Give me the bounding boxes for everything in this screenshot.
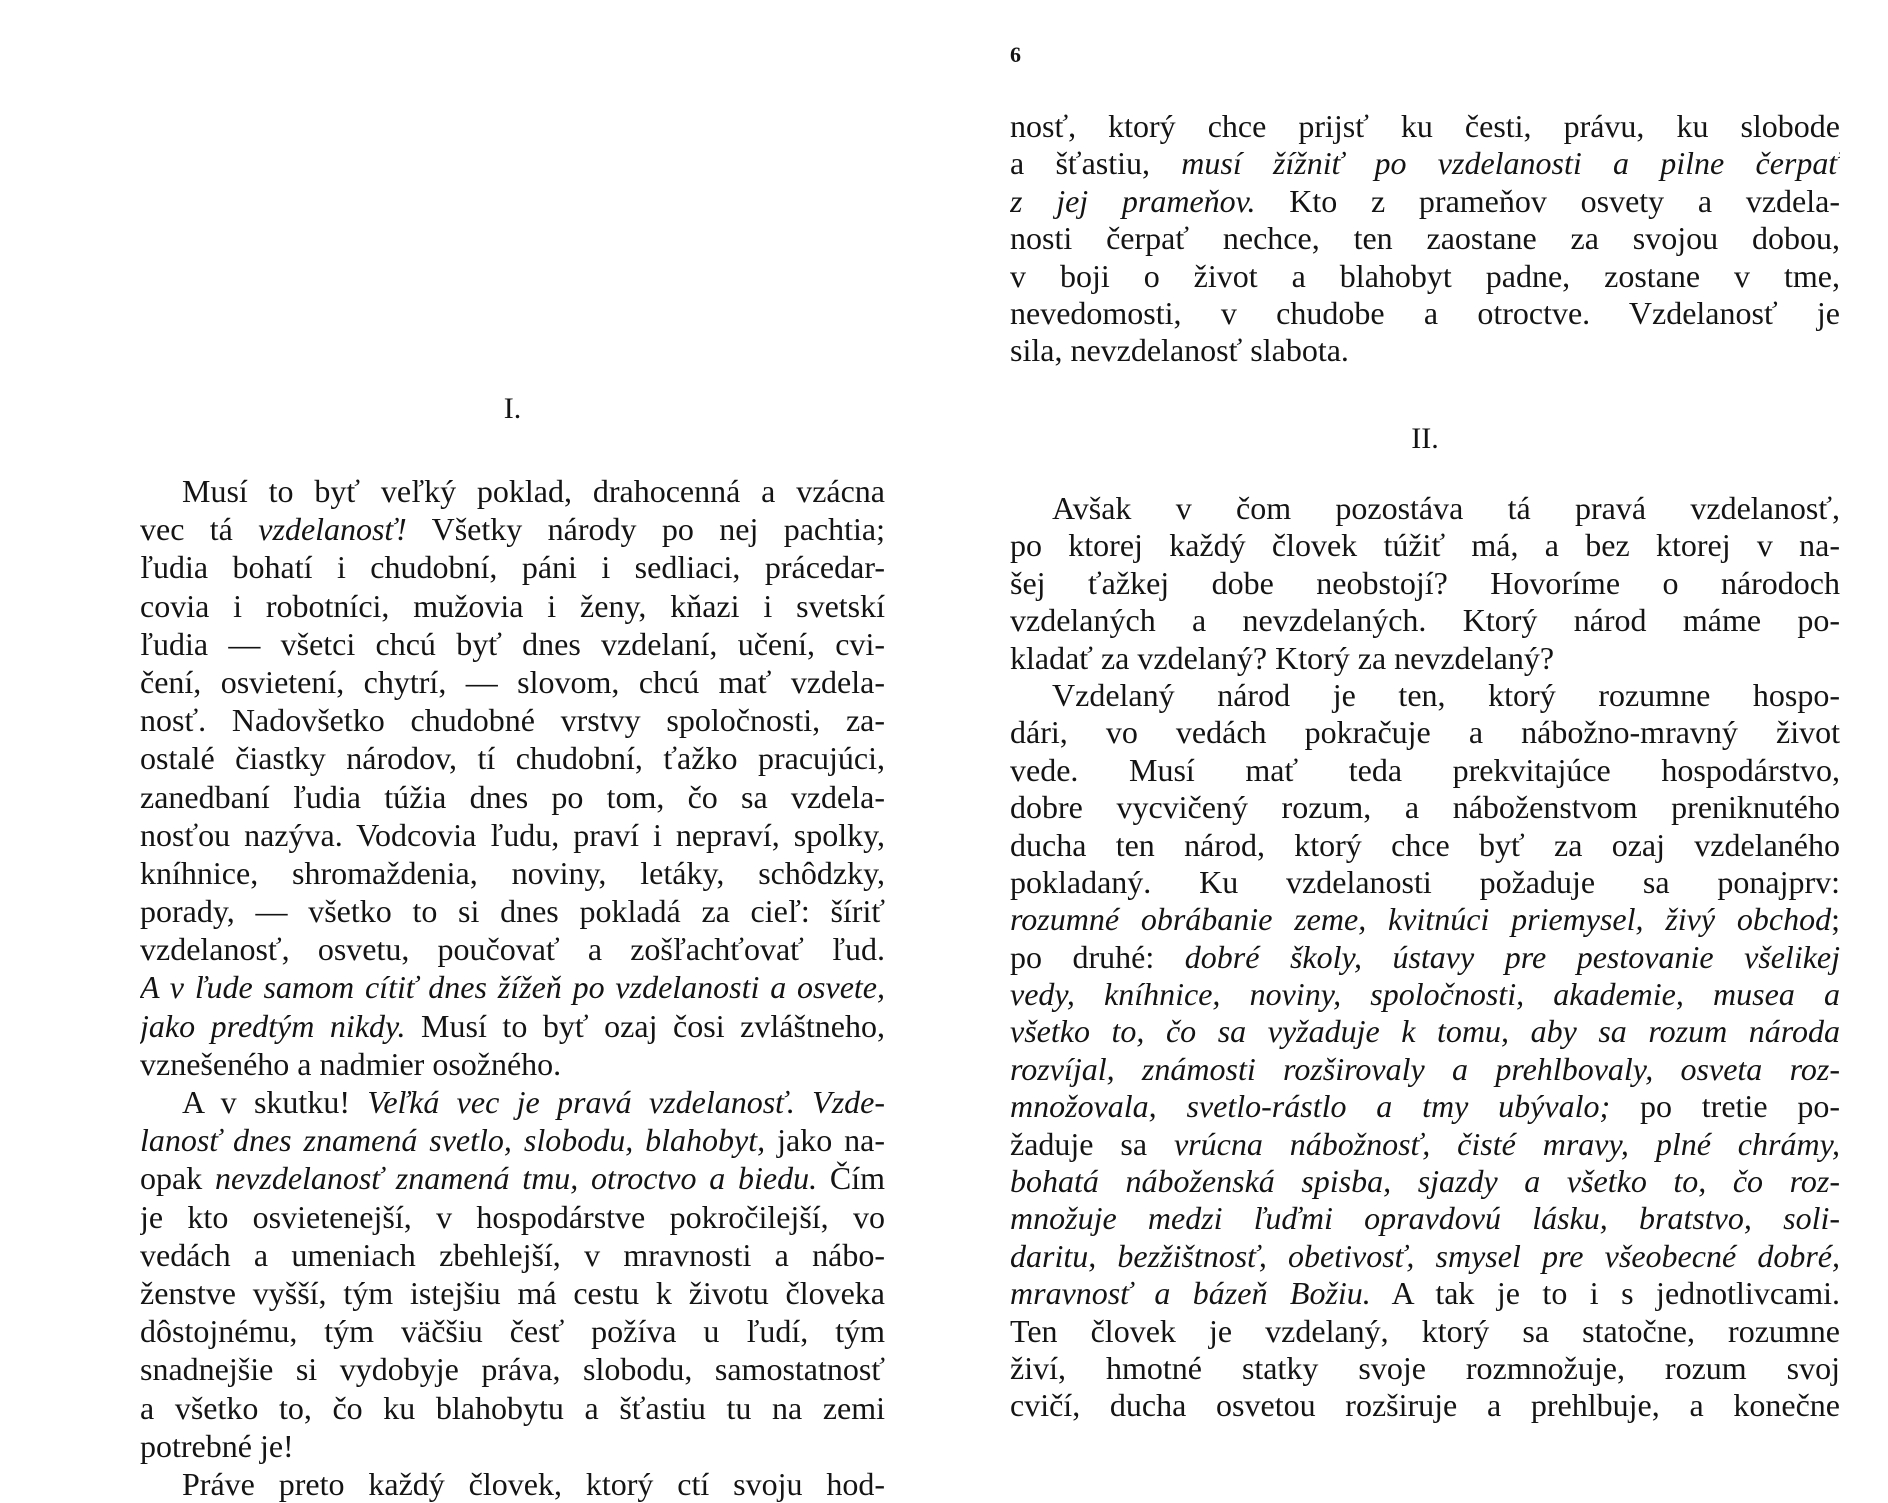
text-line — [140, 816, 885, 854]
text-line — [140, 778, 885, 816]
text-run: Musí to byť ozaj čosi zvláštneho, — [405, 1007, 885, 1044]
italic-text: musí žížniť po vzdelanosti a pilne čerpať — [1181, 145, 1840, 182]
text-run: Práve preto každý človek, ktorý ctí svoju hod- — [182, 1465, 885, 1502]
italic-text: vrúcna nábožnosť, čisté mravy, plné chrámy, — [1173, 1125, 1840, 1162]
text-line — [1010, 108, 1840, 145]
italic-text: množuje medzi ľuďmi opravdovú lásku, bratstvo, soli- — [1010, 1200, 1840, 1237]
chapter-heading-i: I. — [503, 392, 522, 425]
italic-text: množovala, svetlo-rástlo a tmy ubývalo; — [1010, 1088, 1611, 1125]
text-run: vec tá — [140, 511, 259, 548]
text-run: jako na- — [765, 1122, 885, 1159]
text-run: ľudia — všetci chcú byť dnes vzdelaní, učení, cvi- — [140, 625, 885, 662]
text-line — [1010, 1238, 1840, 1275]
text-line — [1010, 565, 1840, 602]
italic-text: vzdelanosť! — [258, 511, 407, 548]
text-run: po druhé: — [1010, 938, 1185, 975]
italic-text: rozvíjal, známosti rozširovaly a prehlbovaly, osveta roz- — [1010, 1050, 1840, 1087]
italic-text: A v ľude samom cítiť dnes žížeň po vzdelanosti a osvete, — [140, 969, 885, 1006]
text-line — [140, 472, 885, 510]
text-run: nosť. Nadovšetko chudobné vrstvy spoločnosti, za- — [140, 702, 885, 739]
text-run: žaduje sa — [1010, 1125, 1174, 1162]
text-run: nosťou nazýva. Vodcovia ľudu, praví i nepraví, spolky, — [140, 816, 885, 853]
text-line — [140, 663, 885, 701]
text-line — [1010, 332, 1840, 369]
italic-text: mravnosť a bázeň Božiu. — [1010, 1275, 1371, 1312]
text-run: a šťastiu, — [1010, 145, 1182, 182]
text-run: po tretie po- — [1610, 1088, 1840, 1125]
text-line — [1010, 527, 1840, 564]
text-line — [1010, 901, 1840, 938]
text-line — [1010, 220, 1840, 257]
text-line — [1010, 939, 1840, 976]
text-line — [140, 701, 885, 739]
text-line — [140, 739, 885, 777]
text-line — [140, 1427, 885, 1465]
text-line — [140, 1389, 885, 1427]
text-run: nosti čerpať nechce, ten zaostane za svojou dobou, — [1010, 220, 1840, 257]
text-line — [1010, 145, 1840, 182]
italic-text: dobré školy, ústavy pre pestovanie všelikej — [1184, 938, 1840, 975]
text-run: vznešeného a nadmier osožného. — [140, 1045, 562, 1082]
text-line — [140, 1159, 885, 1197]
text-run: Vzdelaný národ je ten, ktorý rozumne hospo- — [1052, 676, 1840, 713]
italic-text: z jej prameňov. — [1010, 182, 1256, 219]
text-line — [140, 930, 885, 968]
text-run: snadnejšie si vydobyje práva, slobodu, samostatnosť — [140, 1351, 885, 1388]
italic-text: lanosť dnes znamená svetlo, slobodu, blahobyt, — [140, 1122, 766, 1159]
text-run: porady, — všetko to si dnes pokladá za cieľ: šíriť — [140, 893, 885, 930]
text-line — [1010, 714, 1840, 751]
text-line — [1010, 1013, 1840, 1050]
text-line — [140, 510, 885, 548]
text-line — [1010, 490, 1840, 527]
text-line — [1010, 752, 1840, 789]
text-run: dobre vycvičený rozum, a náboženstvom preniknutého — [1010, 789, 1840, 826]
text-line — [140, 548, 885, 586]
text-run: dári, vo vedách pokračuje a nábožno-mravný život — [1010, 714, 1840, 751]
text-line — [140, 1465, 885, 1503]
text-line — [1010, 1088, 1840, 1125]
italic-text: nevzdelanosť znamená tmu, otroctvo a biedu. — [214, 1160, 818, 1197]
text-run: ; — [1831, 901, 1840, 938]
text-run: a všetko to, čo ku blahobytu a šťastiu tu na zemi — [140, 1389, 885, 1426]
text-run: A v skutku! — [182, 1084, 368, 1120]
text-run: Kto z prameňov osvety a vzdela- — [1255, 182, 1840, 219]
italic-text: jako predtým nikdy. — [140, 1007, 406, 1044]
text-run: po ktorej každý človek túžiť má, a bez ktorej v na- — [1010, 527, 1840, 564]
text-line — [140, 1121, 885, 1159]
text-line — [140, 625, 885, 663]
right-page-body-top — [1010, 108, 1840, 370]
right-page-body-bottom — [1010, 490, 1840, 1425]
text-line — [1010, 827, 1840, 864]
text-run: Všetky národy po nej pachtia; — [406, 511, 885, 548]
text-line — [140, 892, 885, 930]
page-number: 6 — [1010, 42, 1021, 67]
text-run: kladať za vzdelaný? Ktorý za nevzdelaný? — [1010, 639, 1555, 676]
text-run: šej ťažkej dobe neobstojí? Hovoríme o národoch — [1010, 564, 1840, 601]
italic-text: vedy, kníhnice, noviny, spoločnosti, akademie, musea a — [1010, 976, 1840, 1013]
italic-text: rozumné obrábanie zeme, kvitnúci priemysel, živý obchod — [1010, 901, 1832, 938]
text-line — [140, 1083, 885, 1121]
text-line — [1010, 1126, 1840, 1163]
text-run: v boji o život a blahobyt padne, zostane v tme, — [1010, 257, 1840, 294]
italic-text: Veľká vec je pravá vzdelanosť. Vzde- — [367, 1084, 885, 1120]
text-line — [1010, 1387, 1840, 1424]
text-line — [1010, 1051, 1840, 1088]
text-run: kníhnice, shromaždenia, noviny, letáky, schôdzky, — [140, 854, 885, 891]
text-run: pokladaný. Ku vzdelanosti požaduje sa ponajprv: — [1010, 863, 1840, 900]
text-run: nosť, ktorý chce prijsť ku česti, právu, ku slobode — [1010, 108, 1840, 144]
text-line — [140, 854, 885, 892]
text-line — [140, 587, 885, 625]
text-run: A tak je to i s jednotlivcami. — [1370, 1275, 1840, 1312]
text-line — [140, 1274, 885, 1312]
text-run: vzdelaných a nevzdelaných. Ktorý národ máme po- — [1010, 602, 1840, 639]
text-run: ľudia bohatí i chudobní, páni i sedliaci, prácedar- — [140, 549, 885, 586]
text-run: Musí to byť veľký poklad, drahocenná a vzácna — [182, 473, 885, 509]
text-line — [1010, 976, 1840, 1013]
text-line — [1010, 640, 1840, 677]
text-line — [140, 1198, 885, 1236]
text-line — [1010, 1350, 1840, 1387]
text-line — [1010, 295, 1840, 332]
text-run: dôstojnému, tým väčšiu česť požíva u ľudí, tým — [140, 1313, 885, 1350]
text-line — [1010, 1163, 1840, 1200]
chapter-heading-ii: II. — [1411, 422, 1439, 455]
text-line — [140, 1312, 885, 1350]
text-line — [1010, 602, 1840, 639]
text-line — [1010, 789, 1840, 826]
text-run: Čím — [817, 1160, 885, 1197]
left-page-body — [140, 472, 885, 1503]
text-line — [1010, 183, 1840, 220]
text-run: Ten človek je vzdelaný, ktorý sa statočne, rozumne — [1010, 1312, 1840, 1349]
text-line — [1010, 1313, 1840, 1350]
text-run: vedách a umeniach zbehlejší, v mravnosti a nábo- — [140, 1236, 885, 1273]
text-run: ostalé čiastky národov, tí chudobní, ťažko pracujúci, — [140, 740, 885, 777]
right-page — [1010, 0, 1840, 1500]
text-run: čení, osvietení, chytrí, — slovom, chcú mať vzdela- — [140, 663, 885, 700]
text-line — [140, 1007, 885, 1045]
text-run: Avšak v čom pozostáva tá pravá vzdelanosť, — [1052, 490, 1840, 526]
text-run: ducha ten národ, ktorý chce byť za ozaj vzdelaného — [1010, 826, 1840, 863]
text-run: opak — [140, 1160, 215, 1197]
text-line — [140, 1350, 885, 1388]
text-run: potrebné je! — [140, 1427, 294, 1464]
text-run: covia i robotníci, mužovia i ženy, kňazi i svetskí — [140, 587, 885, 624]
text-run: cvičí, ducha osvetou rozširuje a prehlbuje, a konečne — [1010, 1387, 1840, 1424]
text-line — [140, 968, 885, 1006]
text-line — [1010, 864, 1840, 901]
text-run: vede. Musí mať teda prekvitajúce hospodárstvo, — [1010, 751, 1840, 788]
text-run: zanedbaní ľudia túžia dnes po tom, čo sa vzdela- — [140, 778, 885, 815]
text-run: nevedomosti, v chudobe a otroctve. Vzdelanosť je — [1010, 294, 1840, 331]
italic-text: bohatá náboženská spisba, sjazdy a všetko to, čo roz- — [1010, 1163, 1840, 1200]
text-line — [140, 1236, 885, 1274]
text-line — [1010, 677, 1840, 714]
left-page — [140, 0, 885, 1500]
text-line — [1010, 1200, 1840, 1237]
italic-text: daritu, bezžištnosť, obetivosť, smysel pre všeobecné dobré, — [1010, 1237, 1840, 1274]
text-run: vzdelanosť, osvetu, poučovať a zošľachťovať ľud. — [140, 931, 885, 968]
text-line — [140, 1045, 885, 1083]
text-run: ženstve vyšší, tým istejšiu má cestu k životu človeka — [140, 1274, 885, 1311]
text-run: sila, nevzdelanosť slabota. — [1010, 332, 1349, 369]
italic-text: všetko to, čo sa vyžaduje k tomu, aby sa rozum národa — [1010, 1013, 1840, 1050]
text-run: je kto osvietenejší, v hospodárstve pokročilejší, vo — [140, 1198, 885, 1235]
text-run: živí, hmotné statky svoje rozmnožuje, rozum svoj — [1010, 1349, 1840, 1386]
text-line — [1010, 258, 1840, 295]
text-line — [1010, 1275, 1840, 1312]
